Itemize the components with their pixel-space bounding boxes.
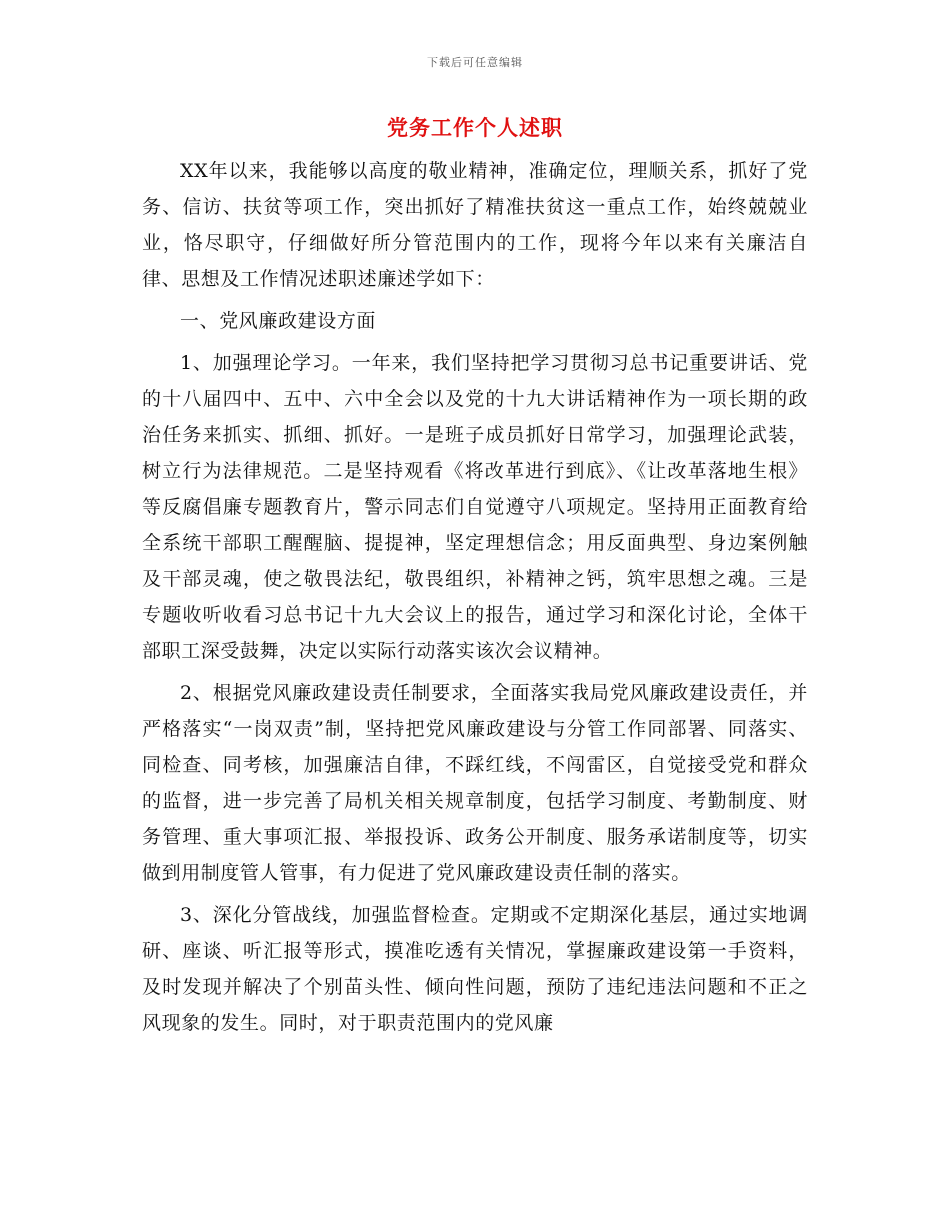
header-note: 下载后可任意编辑 [427,56,523,69]
paragraph-1: 1、加强理论学习。一年来，我们坚持把学习贯彻习总书记重要讲话、党的十八届四中、五中、六中全会以及党的十九大讲话精神作为一项长期的政治任务来抓实、抓细、抓好。一是班子成员抓好日常学习，加强理论武装，树立行为法律规范。二是坚持观看《将改革进行到底》、《让改革落地生根》等反腐倡廉专题教育片，警示同志们自觉遵守八项规定。坚持用正面教育给全系统干部职工醒醒脑、提提神，坚定理想信念；用反面典型、身边案例触及干部灵魂，使之敬畏法纪，敬畏组织，补精神之钙，筑牢思想之魂。三是专题收听收看习总书记十九大会议上的报告，通过学习和深化讨论，全体干部职工深受鼓舞，决定以实际行动落实该次会议精神。 [142,352,808,662]
paragraph-intro: XX年以来，我能够以高度的敬业精神，准确定位，理顺关系，抓好了党务、信访、扶贫等项工作，突出抓好了精准扶贫这一重点工作，始终兢兢业业，恪尽职守，仔细做好所分管范围内的工作，现将今年以来有关廉洁自律、思想及工作情况述职述廉述学如下： [142,160,808,290]
document-body [142,153,808,1047]
paragraph-2: 2、根据党风廉政建设责任制要求，全面落实我局党风廉政建设责任，并严格落实“一岗双责”制，坚持把党风廉政建设与分管工作同部署、同落实、同检查、同考核，加强廉洁自律，不踩红线，不闯雷区，自觉接受党和群众的监督，进一步完善了局机关相关规章制度，包括学习制度、考勤制度、财务管理、重大事项汇报、举报投诉、政务公开制度、服务承诺制度等，切实做到用制度管人管事，有力促进了党风廉政建设责任制的落实。 [142,682,808,884]
section-heading: 一、党风廉政建设方面 [180,310,377,332]
paragraph-3: 3、深化分管战线，加强监督检查。定期或不定期深化基层，通过实地调研、座谈、听汇报等形式，摸准吃透有关情况，掌握廉政建设第一手资料，及时发现并解决了个别苗头性、倾向性问题，预防了违纪违法问题和不正之风现象的发生。同时，对于职责范围内的党风廉 [142,904,808,1034]
document-title: 党务工作个人述职 [387,115,563,140]
